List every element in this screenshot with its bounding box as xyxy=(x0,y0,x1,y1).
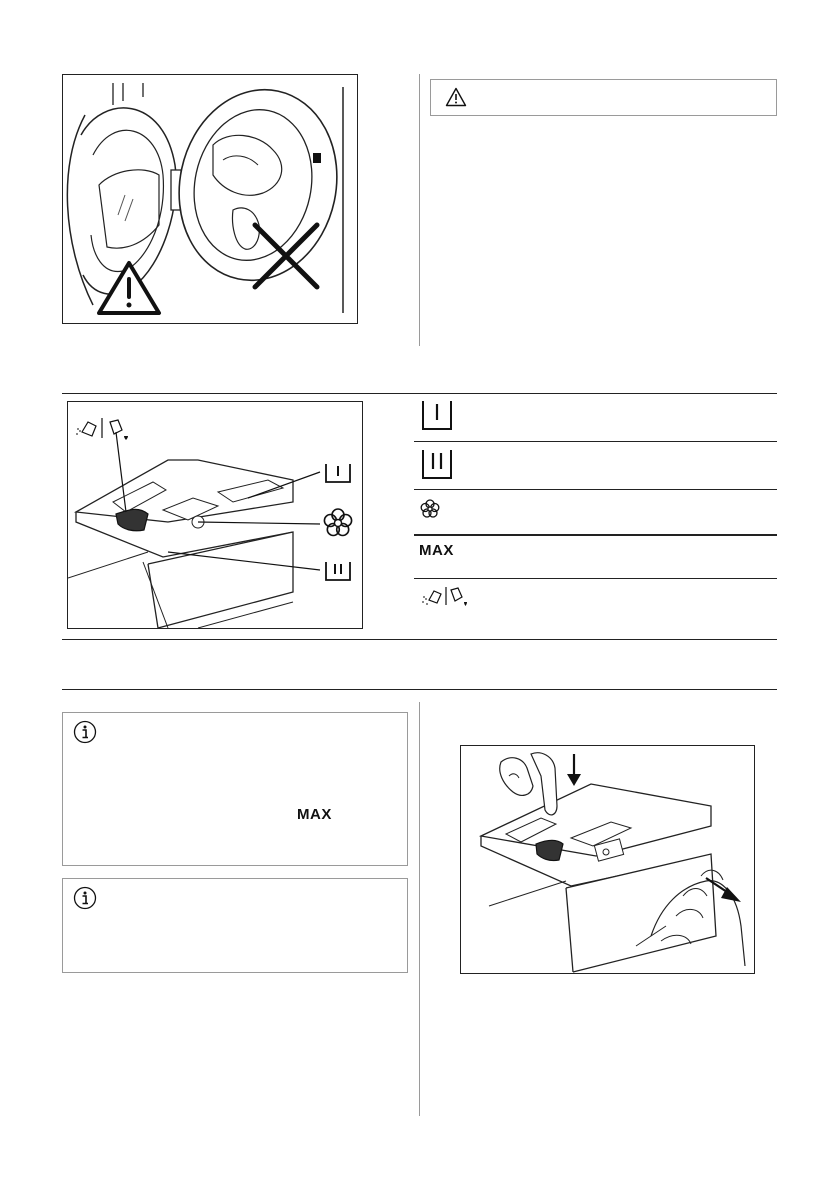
info-box-2 xyxy=(62,878,408,973)
section-divider-3 xyxy=(62,689,777,690)
main-wash-compartment-icon xyxy=(420,447,454,481)
door-warning-illustration xyxy=(62,74,358,324)
dispenser-drawing xyxy=(68,402,362,628)
info-box-1 xyxy=(62,712,408,866)
dispenser-illustration xyxy=(67,401,363,629)
info-icon xyxy=(73,886,97,910)
table-row-separator xyxy=(414,578,777,579)
table-row-separator xyxy=(414,489,777,490)
detergent-type-flap-icon xyxy=(420,585,470,609)
drawer-removal-illustration xyxy=(460,745,755,974)
compartment-table xyxy=(414,393,777,616)
fabric-softener-compartment-icon xyxy=(417,496,443,522)
column-divider-bottom xyxy=(419,702,420,1116)
max-marker-label: MAX xyxy=(297,806,332,823)
door-drawing xyxy=(63,75,357,323)
detergent-type-flap-icon xyxy=(76,418,128,440)
drawer-removal-drawing xyxy=(461,746,754,973)
column-divider-top xyxy=(419,74,420,346)
warning-box xyxy=(430,79,777,116)
prewash-compartment-icon xyxy=(420,398,454,432)
prewash-compartment-icon xyxy=(326,464,350,482)
warning-triangle-icon xyxy=(445,87,467,107)
table-row-separator xyxy=(414,441,777,442)
table-row-separator xyxy=(414,534,777,536)
max-level-label: MAX xyxy=(419,542,454,559)
fabric-softener-compartment-icon xyxy=(324,509,351,536)
main-wash-compartment-icon xyxy=(326,562,350,580)
section-divider-2 xyxy=(62,639,777,640)
info-icon xyxy=(73,720,97,744)
